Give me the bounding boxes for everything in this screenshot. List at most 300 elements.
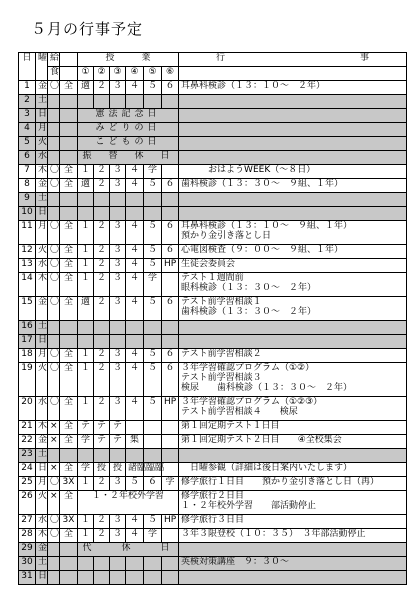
header-blank [60,53,78,67]
grade-cell: 全 [60,529,78,543]
event-cell [179,421,407,435]
period-cell: ６ [162,221,179,245]
event-cell [179,363,407,397]
period-cell: １ [78,515,94,529]
grade-cell [60,207,78,221]
event-line: 眼科検診（１３：３０〜 ２年） [181,283,317,293]
weekday-cell: 火 [36,363,48,397]
period-cell: ５ [144,515,162,529]
weekday-cell: 水 [36,259,48,273]
period-cell: 学 [162,477,179,491]
period-cell: テ [94,435,110,449]
period-cell: ６ [162,363,179,397]
period-cell: ２ [94,397,110,421]
period-cell: ２ [94,515,110,529]
period-cell: HP [162,397,179,421]
lunch-cell: 〇 [48,165,60,179]
lunch-cell [48,543,60,557]
grade-cell [60,193,78,207]
period-cell [110,193,126,207]
period-cell: ５ [144,363,162,397]
period-cell: ２ [94,165,110,179]
weekday-cell: 月 [36,349,48,363]
period-cell: ５ [144,259,162,273]
period-cell: ２ [94,81,110,95]
period-cell [110,557,126,571]
period-cell [78,571,94,585]
event-line: 耳鼻科検診（１３：１０〜 ９組、１年） [181,221,353,231]
grade-cell [60,449,78,463]
period-cell [162,571,179,585]
period-cell: ５ [144,397,162,421]
period-cell: ４ [126,515,144,529]
weekday-cell: 木 [36,165,48,179]
day-cell: 18 [19,349,36,363]
period-cell: 学 [144,165,162,179]
period-cell: ３ [110,165,126,179]
lunch-cell: 〇 [48,349,60,363]
header-day: 日 [19,53,36,81]
header-period: ⑤ [144,67,162,81]
period-cell: １ [78,259,94,273]
event-line: 修学旅行２日目 [181,491,245,501]
period-cell: ５ [144,297,162,321]
lunch-cell: 〇 [48,297,60,321]
event-line: ３年学習確認プログラム（①②③） [181,397,323,407]
period-cell: ２ [94,259,110,273]
day-cell: 2 [19,95,36,109]
lunch-cell [48,137,60,151]
header-lunch: 給 [48,53,60,67]
grade-cell: 全 [60,435,78,449]
weekday-cell: 火 [36,491,48,515]
day-cell: 8 [19,179,36,193]
table-row [19,123,407,137]
period-cell: ４ [126,297,144,321]
period-cell: ２ [94,349,110,363]
event-line: 耳鼻科検診（１３：１０〜 ２年） [181,81,326,91]
period-cell [144,95,162,109]
table-row [19,321,407,335]
period-cell: １ [78,363,94,397]
page-title: ５月の行事予定 [31,20,144,38]
weekday-cell: 日 [36,463,48,477]
period-cell [78,449,94,463]
weekday-cell: 火 [36,245,48,259]
event-line: 預かり金引き落とし日 [181,231,272,241]
day-cell: 30 [19,557,36,571]
weekday-cell: 水 [36,151,48,165]
period-cell [94,95,110,109]
period-cell: ５ [144,349,162,363]
period-cell [78,95,94,109]
period-cell: ３ [110,179,126,193]
period-cell: 学 [144,273,162,297]
weekday-cell: 金 [36,297,48,321]
period-cell: ５ [144,245,162,259]
weekday-cell: 金 [36,543,48,557]
period-cell: ３ [110,529,126,543]
table-row [19,463,407,477]
event-cell [179,95,407,109]
period-cell: ６ [162,179,179,193]
period-cell: ３ [110,477,126,491]
table-row [19,557,407,571]
period-cell [162,449,179,463]
grade-cell: 全 [60,221,78,245]
period-cell: ４ [126,273,144,297]
grade-cell [60,321,78,335]
period-cell: HP [162,515,179,529]
lunch-cell [48,335,60,349]
period-cell: 学 [78,435,94,449]
period-cell: ２ [94,297,110,321]
period-cell [144,435,162,449]
period-cell [162,207,179,221]
event-cell [179,515,407,529]
lunch-cell [48,321,60,335]
event-line: 歯科検診（１３：３０〜 ２年） [181,307,317,317]
weekday-cell: 月 [36,221,48,245]
grade-cell: 全 [60,179,78,193]
period-cell: ３ [110,297,126,321]
lunch-cell: × [48,435,60,449]
period-cell [110,335,126,349]
lunch-cell [48,557,60,571]
grade-cell: 全 [60,273,78,297]
event-cell [179,449,407,463]
event-cell [179,123,407,137]
period-cell: １ [78,165,94,179]
event-cell [179,245,407,259]
table-row [19,207,407,221]
period-cell [126,207,144,221]
weekday-cell: 日 [36,335,48,349]
event-line: ３年３限登校（１０：３５） ３年部活動停止 [181,529,366,539]
day-cell: 24 [19,463,36,477]
period-cell: １ [78,349,94,363]
table-row [19,335,407,349]
event-line: 日曜参観（詳細は後日案内いたします） [181,463,353,473]
period-cell: ４ [126,259,144,273]
table-row [19,259,407,273]
lunch-cell: × [48,491,60,515]
period-cell [144,571,162,585]
period-cell [162,335,179,349]
period-cell [94,321,110,335]
period-cell [110,449,126,463]
period-cell: ３ [110,81,126,95]
event-line: テスト前学習相談２ [181,349,262,359]
period-cell: ３ [110,245,126,259]
day-cell: 3 [19,109,36,123]
event-line: 修学旅行３日目 [181,515,245,525]
period-cell [162,165,179,179]
period-cell: 適 [78,179,94,193]
event-cell [179,349,407,363]
event-cell [179,193,407,207]
lunch-cell [48,449,60,463]
period-cell: テ [78,421,94,435]
period-cell [144,449,162,463]
table-row [19,477,407,491]
period-cell: ５ [126,477,144,491]
period-cell: ６ [162,81,179,95]
lunch-cell: 〇 [48,259,60,273]
event-line: テスト前学習相談３ [181,373,262,383]
event-line: 第１回定期テスト２日目 ④全校集会 [181,435,342,445]
period-cell [144,557,162,571]
lunch-cell: 〇 [48,221,60,245]
period-cell: ４ [126,363,144,397]
event-cell [179,529,407,543]
table-row [19,245,407,259]
lunch-cell: × [48,463,60,477]
lunch-cell: 〇 [48,529,60,543]
period-cell [110,571,126,585]
period-cell: ２ [94,477,110,491]
period-cell: 適 [78,297,94,321]
event-cell [179,571,407,585]
grade-cell: 全 [60,491,78,515]
header-events: 行 事 [179,53,407,67]
lunch-cell [48,109,60,123]
period-cell: １ [78,529,94,543]
weekday-cell: 金 [36,435,48,449]
day-cell: 10 [19,207,36,221]
period-cell: 集 [126,435,144,449]
weekday-cell: 木 [36,273,48,297]
holiday-label: みどりの日 [78,123,179,137]
period-cell [78,207,94,221]
weekday-cell: 金 [36,179,48,193]
period-cell: ６ [162,245,179,259]
grade-cell: 全 [60,165,78,179]
event-cell [179,81,407,95]
period-cell: ２ [94,245,110,259]
table-row [19,179,407,193]
header-class: 授 業 [78,53,179,67]
period-cell: ４ [126,179,144,193]
period-cell: ４ [126,245,144,259]
day-cell: 26 [19,491,36,515]
event-line: 歯科検診（１３：３０〜 ９組、１年） [181,179,344,189]
header-lunch2: 食 [48,67,60,81]
period-cell: 学 [144,529,162,543]
event-cell [179,165,407,179]
period-cell: １ [78,477,94,491]
day-cell: 21 [19,421,36,435]
weekday-cell: 金 [36,81,48,95]
event-cell [179,477,407,491]
period-cell [94,449,110,463]
table-row [19,109,407,123]
period-cell [144,321,162,335]
table-row [19,543,407,557]
period-cell: ５ [144,81,162,95]
holiday-label: 憲法記念日 [78,109,179,123]
grade-cell: 全 [60,259,78,273]
day-cell: 29 [19,543,36,557]
day-cell: 25 [19,477,36,491]
period-cell [110,95,126,109]
table-row [19,349,407,363]
period-cell [162,557,179,571]
period-cell [162,193,179,207]
period-cell [144,193,162,207]
event-cell [179,491,407,515]
lunch-cell [48,207,60,221]
event-cell [179,179,407,193]
period-cell [162,321,179,335]
event-cell [179,151,407,165]
event-cell [179,137,407,151]
period-cell: ４ [126,529,144,543]
event-cell [179,297,407,321]
weekday-cell: 火 [36,137,48,151]
period-cell [126,321,144,335]
weekday-cell: 水 [36,397,48,421]
table-row [19,421,407,435]
day-cell: 5 [19,137,36,151]
grade-cell [60,557,78,571]
period-cell: 適 [78,81,94,95]
grade-cell: 全 [60,397,78,421]
event-line: テスト１週間前 [181,273,244,283]
weekday-cell: 日 [36,571,48,585]
day-cell: 17 [19,335,36,349]
lunch-cell: 〇 [48,179,60,193]
table-row [19,165,407,179]
period-cell [78,321,94,335]
day-cell: 23 [19,449,36,463]
lunch-cell [48,193,60,207]
event-line: テスト前学習相談１ [181,297,262,307]
period-cell: テ [94,421,110,435]
day-cell: 12 [19,245,36,259]
event-cell [179,463,407,477]
day-cell: 22 [19,435,36,449]
grade-cell: 全 [60,463,78,477]
table-row [19,95,407,109]
period-cell [94,207,110,221]
table-row [19,193,407,207]
grade-cell [60,109,78,123]
weekday-cell: 土 [36,557,48,571]
event-line: 心電図検査（９：００〜 ９組、１年） [181,245,344,255]
event-cell [179,207,407,221]
event-line: 第１回定期テスト１日目 [181,421,280,431]
event-cell: 英検対策講座 ９：３０〜 [179,557,407,571]
period-cell [126,193,144,207]
period-cell [144,335,162,349]
period-cell: HP [162,259,179,273]
table-row [19,151,407,165]
lunch-cell [48,571,60,585]
day-cell: 6 [19,151,36,165]
day-cell: 16 [19,321,36,335]
period-cell: ４ [126,397,144,421]
event-cell [179,321,407,335]
period-cell [144,207,162,221]
period-cell: ２ [94,179,110,193]
period-cell [144,421,162,435]
period-cell: ３ [110,259,126,273]
period-cell [162,421,179,435]
weekday-cell: 日 [36,109,48,123]
holiday-label: 振 替 休 日 [78,151,179,165]
period-cell [94,557,110,571]
period-cell: 諸臨 [126,463,144,477]
period-cell [110,321,126,335]
period-cell [162,273,179,297]
period-cell: ３ [110,221,126,245]
event-line: １・２年校外学習 部活動停止 [181,501,317,511]
event-cell [179,221,407,245]
table-row [19,491,407,515]
period-cell [126,421,144,435]
event-line: ３年学習確認プログラム（①②） [181,363,315,373]
table-row [19,529,407,543]
grade-cell [60,123,78,137]
table-row [19,221,407,245]
event-cell [179,397,407,421]
grade-cell: 全 [60,421,78,435]
period-cell [162,463,179,477]
period-cell: ５ [144,179,162,193]
period-cell: １ [78,397,94,421]
grade-cell [60,543,78,557]
lunch-cell: 〇 [48,273,60,297]
event-cell [179,273,407,297]
weekday-cell: 日 [36,207,48,221]
period-cell: ３ [110,349,126,363]
period-cell: ６ [162,297,179,321]
grade-cell [60,571,78,585]
weekday-cell: 月 [36,123,48,137]
period-cell: ４ [126,81,144,95]
grade-cell: 全 [60,349,78,363]
period-cell: 臨臨 [144,463,162,477]
table-row [19,449,407,463]
period-cell [162,529,179,543]
grade-cell: 3X [60,515,78,529]
weekday-cell: 木 [36,421,48,435]
lunch-cell [48,95,60,109]
header-period: ③ [110,67,126,81]
day-cell: 4 [19,123,36,137]
period-cell [78,193,94,207]
table-row [19,81,407,95]
grade-cell: 全 [60,363,78,397]
period-cell: ３ [110,363,126,397]
event-cell [179,435,407,449]
period-cell [126,335,144,349]
lunch-cell: 〇 [48,81,60,95]
header-period: ② [94,67,110,81]
period-cell: ４ [126,165,144,179]
period-cell: １ [78,245,94,259]
day-cell: 28 [19,529,36,543]
period-cell: 学 [78,463,94,477]
period-cell [94,571,110,585]
period-cell: ３ [110,273,126,297]
period-cell [162,435,179,449]
period-cell [126,95,144,109]
lunch-cell [48,151,60,165]
period-cell [126,571,144,585]
period-cell [94,193,110,207]
